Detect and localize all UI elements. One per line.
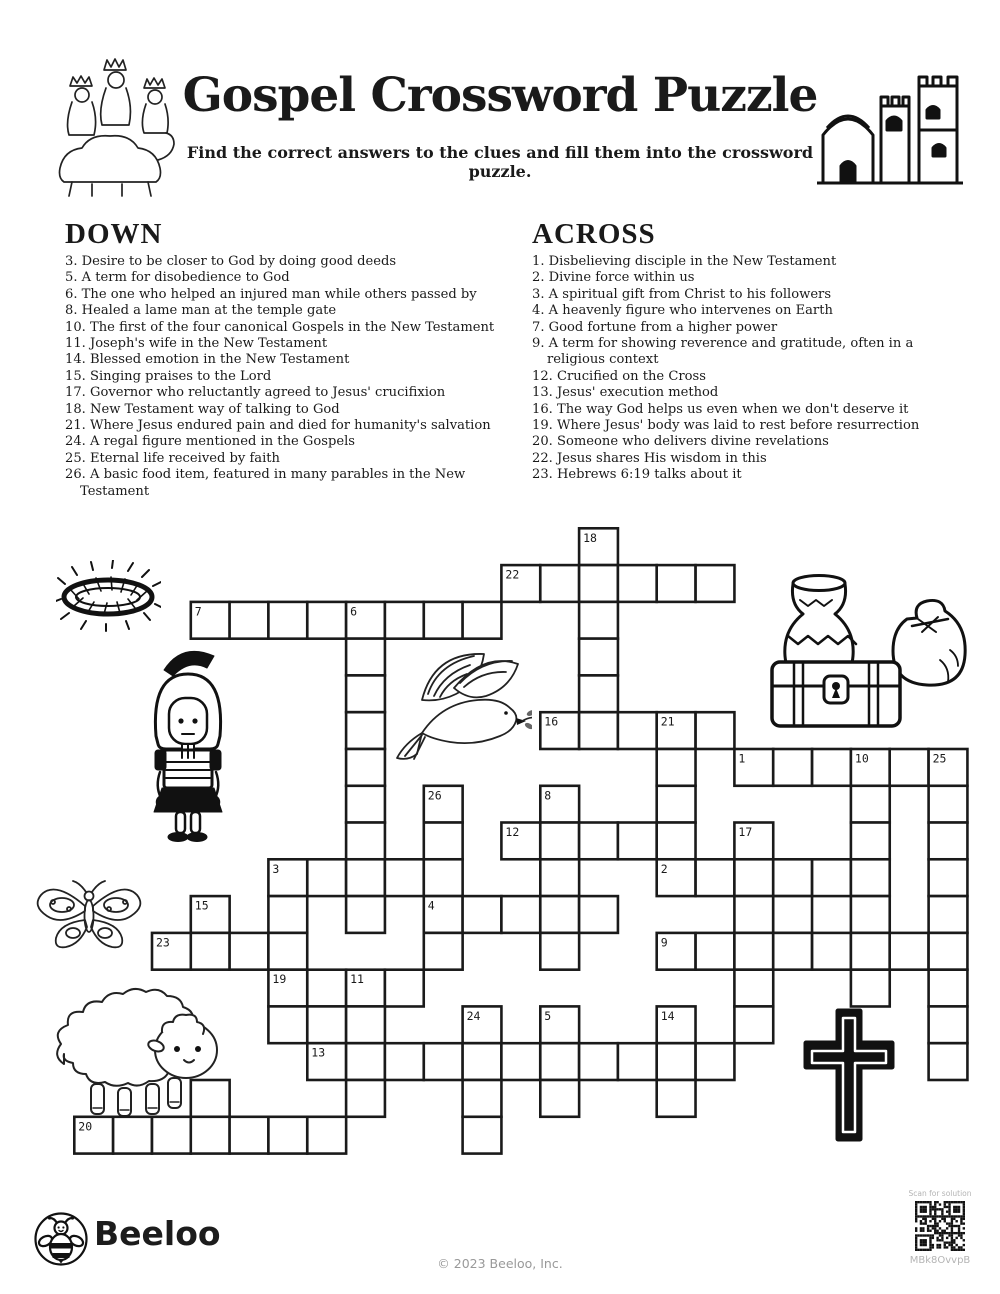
grid-cell[interactable] — [657, 1080, 696, 1117]
grid-cell-number: 13 — [311, 1045, 326, 1060]
grid-cell-number: 5 — [544, 1008, 552, 1023]
grid-cell[interactable] — [929, 1006, 968, 1043]
clue-item: 8. Healed a lame man at the temple gate — [65, 303, 337, 319]
grid-cell[interactable] — [191, 933, 230, 970]
grid-cell[interactable] — [385, 970, 424, 1007]
grid-cell-number: 10 — [854, 751, 869, 766]
clue-item: 9. A term for showing reverence and gratitude, often in a religious context — [532, 336, 914, 368]
grid-cell-number: 11 — [350, 972, 364, 987]
grid-cell[interactable] — [463, 1043, 502, 1080]
clue-item: 13. Jesus' execution method — [532, 385, 719, 401]
grid-cell[interactable] — [773, 896, 812, 933]
grid-cell[interactable] — [346, 749, 385, 786]
clue-item: 7. Good fortune from a higher power — [532, 319, 778, 335]
clue-item: 18. New Testament way of talking to God — [65, 401, 340, 417]
grid-cell[interactable] — [540, 823, 579, 860]
grid-cell[interactable] — [346, 675, 385, 712]
grid-cell-number: 2 — [660, 861, 668, 876]
grid-cell[interactable] — [851, 823, 890, 860]
grid-cell-number: 14 — [660, 1008, 675, 1023]
brand-wordmark: Beeloo — [94, 1214, 221, 1253]
clue-item: 6. The one who helped an injured man while others passed by — [65, 286, 477, 302]
grid-cell[interactable] — [812, 933, 851, 970]
grid-cell-number: 15 — [194, 898, 209, 913]
grid-cell[interactable] — [307, 970, 346, 1007]
grid-cell-number: 4 — [427, 898, 435, 913]
clue-item: 5. A term for disobedience to God — [65, 270, 290, 286]
grid-cell[interactable] — [307, 1006, 346, 1043]
clue-item: 19. Where Jesus' body was laid to rest before resurrection — [532, 418, 920, 434]
clue-item: 21. Where Jesus endured pain and died for humanity's salvation — [65, 418, 491, 434]
grid-cell[interactable] — [851, 970, 890, 1007]
grid-cell[interactable] — [346, 1080, 385, 1117]
grid-cell[interactable] — [657, 565, 696, 602]
grid-cell[interactable] — [773, 749, 812, 786]
grid-cell[interactable] — [540, 859, 579, 896]
grid-cell-number: 8 — [544, 788, 552, 803]
grid-cell-number: 1 — [738, 751, 746, 766]
clue-item: 10. The first of the four canonical Gospels in the New Testament — [65, 319, 495, 335]
qr-code — [915, 1201, 965, 1251]
grid-cell[interactable] — [734, 1006, 773, 1043]
grid-cell[interactable] — [851, 859, 890, 896]
grid-cell[interactable] — [385, 1043, 424, 1080]
grid-cell[interactable] — [657, 786, 696, 823]
grid-cell-number: 6 — [350, 604, 358, 619]
grid-cell[interactable] — [618, 1043, 657, 1080]
grid-cell[interactable] — [463, 896, 502, 933]
grid-cell-number: 23 — [156, 935, 170, 950]
down-heading: DOWN — [65, 218, 163, 250]
qr-scan-label: Scan for solution — [908, 1189, 972, 1198]
grid-cell[interactable] — [579, 1043, 618, 1080]
clue-item: 3. A spiritual gift from Christ to his followers — [532, 286, 832, 302]
grid-cell[interactable] — [191, 1117, 230, 1154]
grid-cell[interactable] — [696, 712, 735, 749]
grid-cell[interactable] — [929, 859, 968, 896]
grid-cell-number: 17 — [738, 825, 753, 839]
grid-cell[interactable] — [734, 896, 773, 933]
grid-cell[interactable] — [346, 896, 385, 933]
grid-cell[interactable] — [230, 1117, 269, 1154]
copyright-text: © 2023 Beeloo, Inc. — [437, 1256, 563, 1271]
grid-cell[interactable] — [424, 1043, 463, 1080]
grid-cell[interactable] — [734, 970, 773, 1007]
grid-cell[interactable] — [346, 639, 385, 676]
across-heading: ACROSS — [532, 218, 656, 250]
grid-cell[interactable] — [346, 1006, 385, 1043]
grid-cell-number: 22 — [505, 567, 520, 582]
grid-cell[interactable] — [268, 1117, 307, 1154]
grid-cell[interactable] — [424, 602, 463, 639]
grid-cell[interactable] — [812, 859, 851, 896]
grid-cell[interactable] — [929, 970, 968, 1007]
grid-cell-number: 12 — [505, 825, 520, 839]
grid-cell[interactable] — [346, 712, 385, 749]
grid-cell[interactable] — [346, 823, 385, 860]
grid-cell-number: 24 — [466, 1008, 481, 1023]
grid-cell-number: 20 — [78, 1119, 93, 1134]
grid-cell[interactable] — [152, 1117, 191, 1154]
grid-cell[interactable] — [929, 933, 968, 970]
grid-cell[interactable] — [929, 823, 968, 860]
grid-cell[interactable] — [346, 786, 385, 823]
grid-cell[interactable] — [307, 602, 346, 639]
clue-item: 1. Disbelieving disciple in the New Testament — [532, 254, 837, 269]
clue-item: 17. Governor who reluctantly agreed to Jesus' crucifixion — [65, 385, 446, 401]
grid-cell[interactable] — [540, 565, 579, 602]
qr-code-id: MBk8OvvpB — [909, 1255, 971, 1266]
grid-cell-number: 16 — [544, 714, 559, 729]
grid-cell[interactable] — [696, 565, 735, 602]
grid-cell[interactable] — [734, 933, 773, 970]
grid-cell[interactable] — [851, 933, 890, 970]
clue-item: 22. Jesus shares His wisdom in this — [532, 450, 767, 466]
grid-cell[interactable] — [890, 749, 929, 786]
clue-item: 23. Hebrews 6:19 talks about it — [532, 467, 742, 483]
grid-cell[interactable] — [579, 712, 618, 749]
grid-cell[interactable] — [773, 859, 812, 896]
grid-cell[interactable] — [696, 859, 735, 896]
grid-cell[interactable] — [657, 1043, 696, 1080]
clue-item: 25. Eternal life received by faith — [65, 450, 280, 466]
grid-cell[interactable] — [113, 1117, 152, 1154]
grid-cell[interactable] — [230, 602, 269, 639]
grid-cell[interactable] — [579, 675, 618, 712]
grid-cell[interactable] — [385, 859, 424, 896]
grid-cell[interactable] — [540, 896, 579, 933]
clue-item: 14. Blessed emotion in the New Testament — [65, 352, 350, 368]
grid-cell[interactable] — [657, 749, 696, 786]
clue-item: 4. A heavenly figure who intervenes on Earth — [532, 303, 833, 319]
grid-cell-number: 19 — [272, 972, 287, 987]
grid-cell[interactable] — [579, 639, 618, 676]
clue-item: 15. Singing praises to the Lord — [65, 368, 272, 384]
clue-item: 26. A basic food item, featured in many parables in the New Testament — [65, 467, 466, 499]
clue-item: 2. Divine force within us — [532, 270, 695, 286]
grid-cell-number: 26 — [427, 788, 442, 803]
grid-cell[interactable] — [307, 859, 346, 896]
page-title: Gospel Crossword Puzzle — [182, 68, 818, 123]
grid-cell[interactable] — [734, 859, 773, 896]
grid-cell-number: 7 — [194, 604, 202, 619]
grid-cell[interactable] — [929, 786, 968, 823]
grid-cell[interactable] — [618, 823, 657, 860]
grid-cell[interactable] — [540, 933, 579, 970]
grid-cell[interactable] — [424, 823, 463, 860]
grid-cell[interactable] — [540, 1043, 579, 1080]
grid-cell[interactable] — [463, 1117, 502, 1154]
grid-cell[interactable] — [424, 859, 463, 896]
grid-cell[interactable] — [696, 1043, 735, 1080]
grid-cell[interactable] — [346, 1043, 385, 1080]
clue-item: 24. A regal figure mentioned in the Gospels — [65, 434, 356, 450]
grid-cell[interactable] — [579, 823, 618, 860]
grid-cell[interactable] — [268, 1006, 307, 1043]
grid-cell[interactable] — [463, 602, 502, 639]
page-tagline: Find the correct answers to the clues and fill them into the crossword puzzle. — [186, 143, 814, 181]
grid-cell[interactable] — [579, 565, 618, 602]
grid-cell[interactable] — [191, 1080, 230, 1117]
grid-cell-number: 25 — [932, 751, 947, 766]
grid-cell[interactable] — [463, 1080, 502, 1117]
grid-cell[interactable] — [385, 602, 424, 639]
grid-cell[interactable] — [501, 1043, 540, 1080]
grid-cell-number: 9 — [660, 935, 668, 950]
clue-item: 11. Joseph's wife in the New Testament — [65, 336, 328, 352]
grid-cell[interactable] — [929, 1043, 968, 1080]
grid-cell[interactable] — [696, 933, 735, 970]
grid-cell-number: 3 — [272, 861, 280, 876]
grid-cell[interactable] — [346, 859, 385, 896]
grid-cell[interactable] — [540, 1080, 579, 1117]
grid-cell[interactable] — [579, 896, 618, 933]
grid-cell[interactable] — [579, 602, 618, 639]
grid-cell-number: 21 — [660, 714, 675, 729]
grid-cell[interactable] — [424, 933, 463, 970]
clue-item: 12. Crucified on the Cross — [532, 368, 706, 384]
grid-cell[interactable] — [618, 565, 657, 602]
grid-cell[interactable] — [657, 823, 696, 860]
clue-item: 3. Desire to be closer to God by doing good deeds — [65, 254, 397, 269]
grid-cell-number: 18 — [583, 530, 597, 545]
grid-cell[interactable] — [230, 933, 269, 970]
grid-cell[interactable] — [851, 786, 890, 823]
grid-cell[interactable] — [268, 896, 307, 933]
grid-cell[interactable] — [618, 712, 657, 749]
grid-cell[interactable] — [307, 1117, 346, 1154]
grid-cell[interactable] — [851, 896, 890, 933]
grid-cell[interactable] — [890, 933, 929, 970]
grid-cell[interactable] — [501, 896, 540, 933]
clue-item: 20. Someone who delivers divine revelations — [532, 434, 829, 450]
grid-cell[interactable] — [268, 933, 307, 970]
grid-cell[interactable] — [268, 602, 307, 639]
clue-item: 16. The way God helps us even when we don't deserve it — [532, 401, 909, 417]
grid-cell[interactable] — [812, 749, 851, 786]
grid-cell[interactable] — [773, 933, 812, 970]
grid-cell[interactable] — [929, 896, 968, 933]
